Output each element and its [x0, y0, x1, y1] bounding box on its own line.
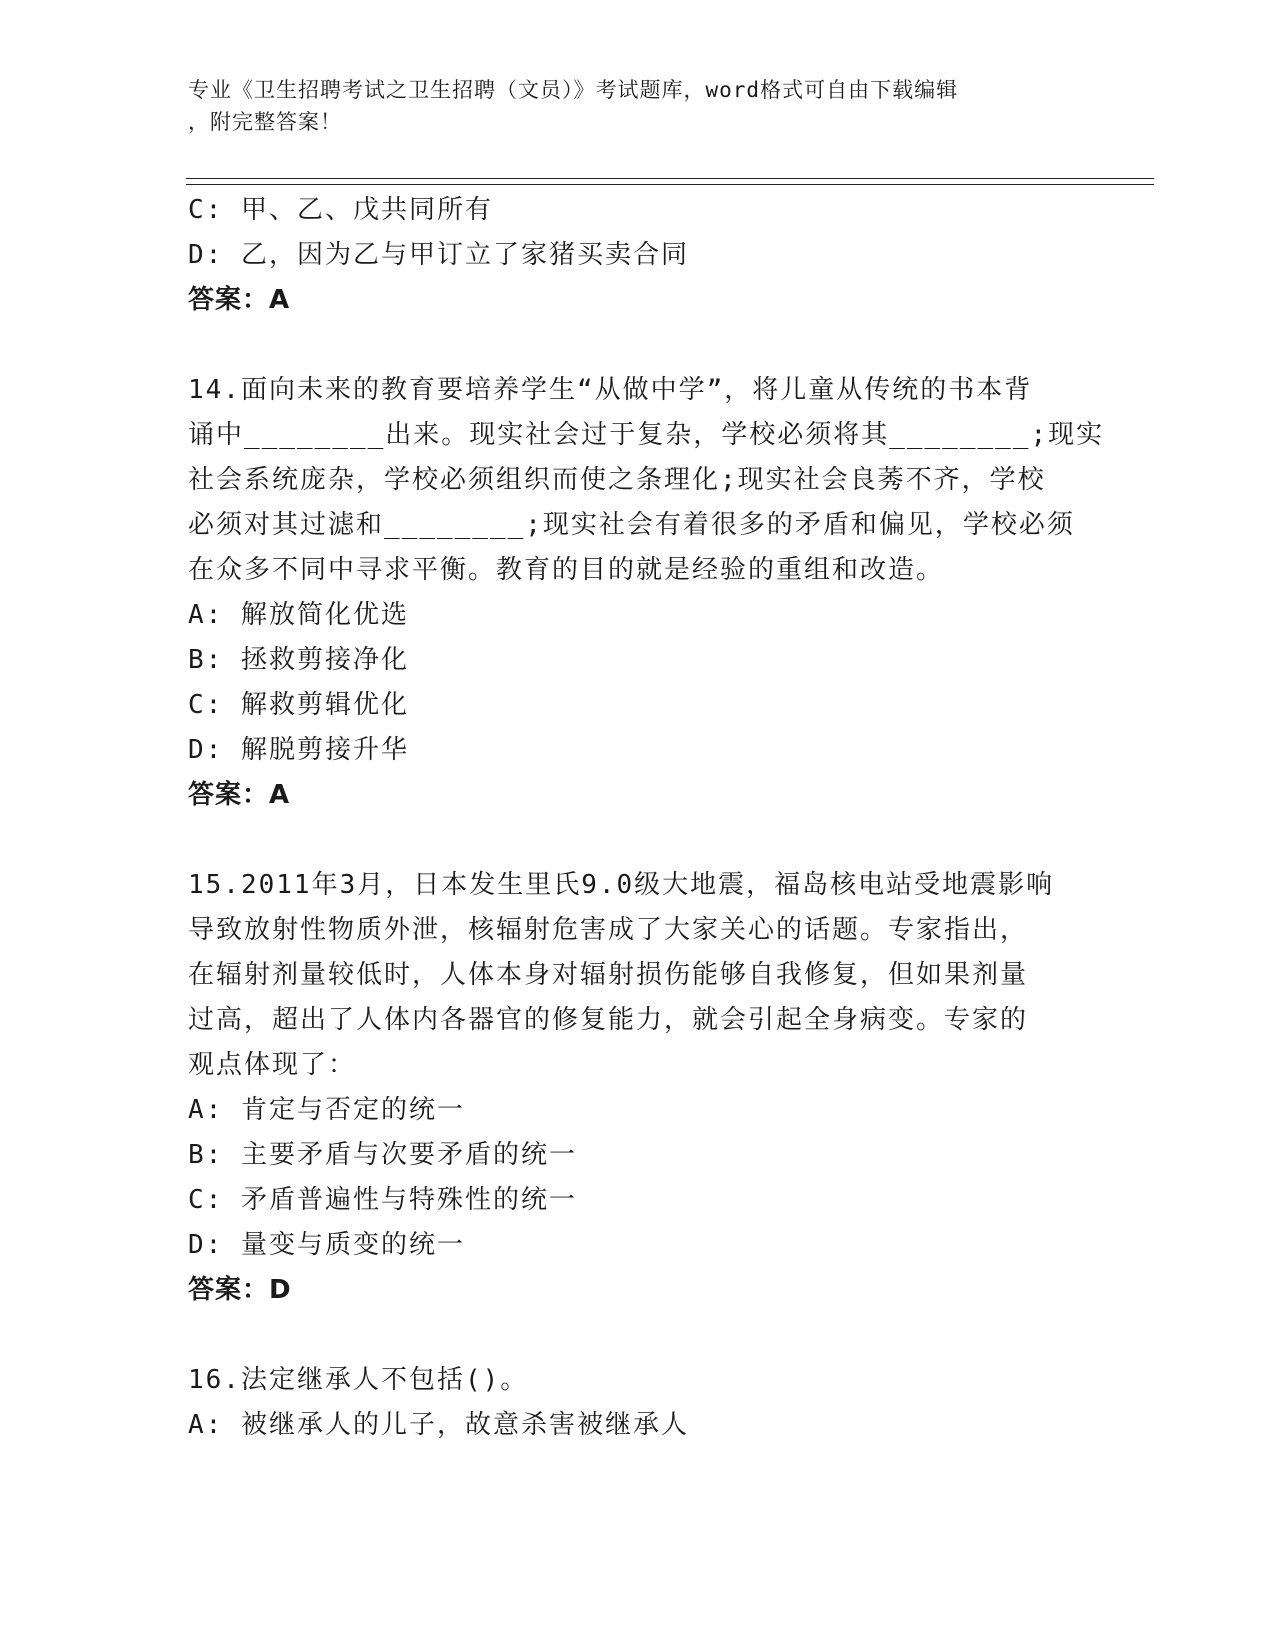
- question-14: [188, 368, 1105, 818]
- question-text-line: 16.法定继承人不包括()。: [188, 1365, 529, 1395]
- option-b: B: 主要矛盾与次要矛盾的统一: [188, 1140, 577, 1170]
- question-16: [188, 1358, 1088, 1448]
- header-divider-bottom: [186, 184, 1154, 185]
- header-line-2: ，附完整答案！: [188, 110, 342, 134]
- option-a: A: 解放简化优选: [188, 600, 409, 630]
- option-b: B: 拯救剪接净化: [188, 645, 409, 675]
- option-a: A: 被继承人的儿子，故意杀害被继承人: [188, 1410, 689, 1440]
- option-c: C: 甲、乙、戊共同所有: [188, 195, 493, 225]
- answer: 答案：D: [188, 1275, 292, 1305]
- option-a: A: 肯定与否定的统一: [188, 1095, 465, 1125]
- option-c: C: 解救剪辑优化: [188, 690, 409, 720]
- question-text-line: 社会系统庞杂，学校必须组织而使之条理化;现实社会良莠不齐，学校: [188, 465, 1046, 495]
- header-divider-top: [186, 178, 1154, 179]
- option-c: C: 矛盾普遍性与特殊性的统一: [188, 1185, 577, 1215]
- question-text-line: 15.2011年3月，日本发生里氏9.0级大地震，福岛核电站受地震影响: [188, 870, 1055, 900]
- page-header: [188, 74, 1088, 138]
- question-text-line: 观点体现了：: [188, 1050, 357, 1080]
- answer: 答案：A: [188, 285, 291, 315]
- spacer: [188, 818, 1088, 863]
- header-line-1: 专业《卫生招聘考试之卫生招聘（文员）》考试题库，word格式可自由下载编辑: [188, 78, 959, 102]
- option-d: D: 乙，因为乙与甲订立了家猪买卖合同: [188, 240, 689, 270]
- question-text-line: 14.面向未来的教育要培养学生“从做中学”，将儿童从传统的书本背: [188, 375, 1033, 405]
- option-d: D: 解脱剪接升华: [188, 735, 409, 765]
- question-text-line: 过高，超出了人体内各器官的修复能力，就会引起全身病变。专家的: [188, 1005, 1029, 1035]
- answer: 答案：A: [188, 780, 291, 810]
- spacer: [188, 1313, 1088, 1358]
- spacer: [188, 323, 1088, 368]
- option-d: D: 量变与质变的统一: [188, 1230, 465, 1260]
- question-15: [188, 863, 1088, 1313]
- question-text-line: 诵中________出来。现实社会过于复杂，学校必须将其________;现实: [188, 420, 1105, 450]
- prev-question: [188, 188, 1088, 323]
- question-content: [188, 188, 1105, 1448]
- question-text-line: 在众多不同中寻求平衡。教育的目的就是经验的重组和改造。: [188, 555, 945, 585]
- question-text-line: 必须对其过滤和________;现实社会有着很多的矛盾和偏见，学校必须: [188, 510, 1075, 540]
- question-text-line: 在辐射剂量较低时，人体本身对辐射损伤能够自我修复，但如果剂量: [188, 960, 1029, 990]
- question-text-line: 导致放射性物质外泄，核辐射危害成了大家关心的话题。专家指出，: [188, 915, 1029, 945]
